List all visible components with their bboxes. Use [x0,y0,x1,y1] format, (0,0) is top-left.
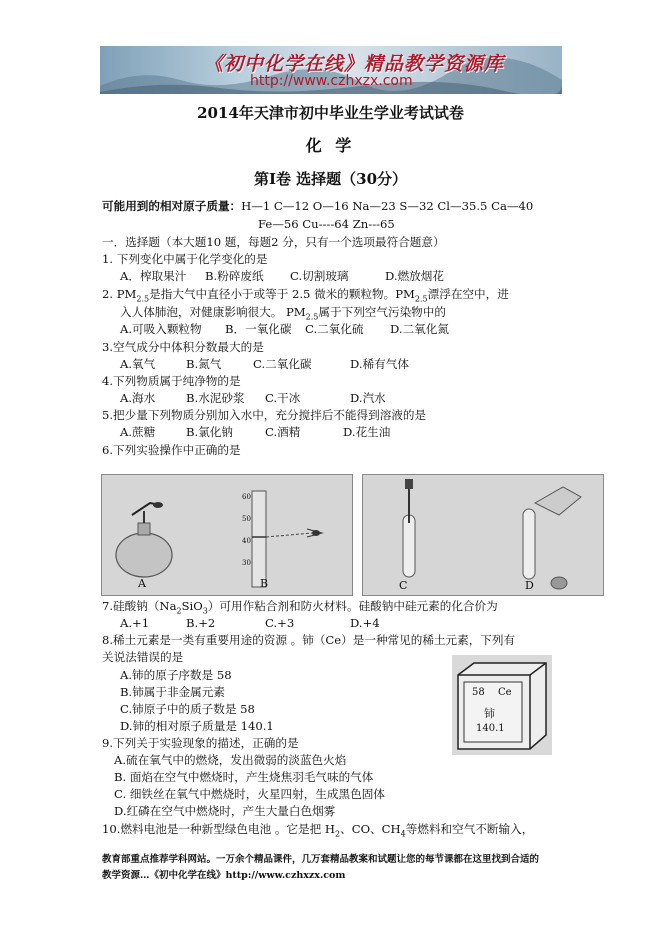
q8-option-b: B.铈属于非金属元素 [120,685,225,699]
q1-option-c: C.切割玻璃 [290,269,349,283]
q7-option-b: B.+2 [186,616,216,630]
q2-option-a: A.可吸入颗粒物 [120,322,202,336]
q8-line1: 8.稀土元素是一类有重要用途的资源 。铈（Ce）是一种常见的稀土元素，下列有 [102,633,516,647]
q6-image-cd [362,474,604,596]
element-mass: 140.1 [476,723,505,734]
q3-option-b: B.氮气 [186,357,222,371]
q2-option-d: D.二氧化氮 [390,322,449,336]
q10-stem: 10.燃料电池是一种新型绿色电池 。它是把 $H_2$、CO、$CH_4$等燃料和空气不断输入， [102,822,534,839]
q5-option-a: A.蔗糖 [120,425,156,439]
q3-stem: 3.空气成分中体积分数最大的是 [102,340,264,354]
q1-option-a: A．榨取果汁 [120,269,187,283]
q7-option-c: C.+3 [265,616,295,630]
q3-option-d: D.稀有气体 [350,357,409,371]
q2-option-b: B．一氧化碳 [225,322,292,336]
scale-mark-30: 30 [242,559,251,567]
footer-line2[interactable]: 教学资源…《初中化学在线》http://www.czhxzx.com [102,870,346,881]
q9-option-b: B. 面焰在空气中燃烧时，产生烧焦羽毛气味的气体 [114,770,374,784]
q4-option-a: A.海水 [120,391,156,405]
element-number: 58 [472,687,485,698]
atomic-mass-values: H—1 C—12 O—16 Na—23 S—32 Cl—35.5 Ca—40 [241,199,534,213]
q6-label-d: D [525,579,534,592]
q9-option-a: A.硫在氧气中的燃烧，发出微弱的淡蓝色火焰 [114,753,347,767]
q2-option-c: C.二氧化硫 [305,322,364,336]
q7-option-d: D.+4 [350,616,380,630]
q2-line2: 入人体肺泡，对健康影响很大。 $PM_{2.5}$属于下列空气污染物中的 [120,305,446,322]
scale-mark-50: 50 [242,515,251,523]
footer-line1: 教育部重点推荐学科网站。一万余个精品课件，几万套精品教案和试题让您的每节课都在这里找到合适的 [102,854,540,865]
q4-option-c: C.干冰 [265,391,301,405]
q5-option-d: D.花生油 [343,425,391,439]
q8-line2: 关说法错误的是 [102,650,184,664]
q5-option-c: C.酒精 [265,425,301,439]
q1-stem: 1. 下列变化中属于化学变化的是 [102,252,268,266]
q8-option-d: D.铈的相对原子质量是 140.1 [120,719,274,733]
subject-title: 化 学 [305,136,356,155]
q1-option-b: B.粉碎废纸 [205,269,264,283]
banner-title: 《初中化学在线》精品教学资源库 [203,53,504,75]
q6-label-c: C [399,579,408,592]
atomic-mass-label: 可能用到的相对原子质量： [102,199,242,213]
atomic-mass-line2: Fe—56 Cu----64 Zn---65 [258,217,395,231]
element-cube [452,655,552,755]
q3-option-c: C.二氧化碳 [253,357,312,371]
q7-option-a: A.+1 [120,616,150,630]
element-symbol: Ce [498,687,512,698]
q5-stem: 5.把少量下列物质分别加入水中，充分搅拌后不能得到溶液的是 [102,408,427,422]
q9-stem: 9.下列关于实验现象的描述，正确的是 [102,736,299,750]
exam-title: 2014年天津市初中毕业生学业考试试卷 [197,104,464,122]
q4-option-b: B.水泥砂浆 [186,391,245,405]
q9-option-c: C. 细铁丝在氧气中燃烧时，火星四射，生成黑色固体 [114,787,385,801]
banner-url[interactable]: http://www.czhxzx.com [250,73,413,89]
q1-option-d: D.燃放烟花 [385,269,444,283]
q3-option-a: A.氧气 [120,357,156,371]
q2-line1: 2. $PM_{2.5}$是指大气中直径小于或等于 2.5 微米的颗粒物。$PM_{2.5}$漂浮在空中，进 [102,287,509,304]
header-banner [100,46,562,94]
scale-mark-40: 40 [242,537,251,545]
q6-label-a: A [138,577,146,590]
q6-label-b: B [260,577,269,590]
q6-image-ab [101,474,353,596]
q6-apparatus-cd [363,475,603,595]
q6-stem: 6.下列实验操作中正确的是 [102,443,241,457]
q7-stem: 7.硅酸钠$(Na_2SiO_3)$可用作粘合剂和防火材料。硅酸钠中硅元素的化合价为 [102,599,498,616]
scale-mark-60: 60 [242,493,251,501]
element-box-image [452,655,552,755]
part-title: 第Ⅰ卷 选择题（30分） [253,170,408,188]
q9-option-d: D.红磷在空气中燃烧时，产生大量白色烟雾 [114,804,336,818]
element-name: 铈 [484,707,495,720]
q8-option-a: A.铈的原子序数是 58 [120,668,232,682]
section-heading: 一．选择题（本大题10 题，每题2 分，只有一个选项最符合题意） [102,235,445,249]
q8-option-c: C.铈原子中的质子数是 58 [120,702,255,716]
q4-option-d: D.汽水 [350,391,386,405]
q5-option-b: B.氯化钠 [186,425,233,439]
q4-stem: 4.下列物质属于纯净物的是 [102,374,241,388]
atomic-mass-line1 [102,198,533,214]
